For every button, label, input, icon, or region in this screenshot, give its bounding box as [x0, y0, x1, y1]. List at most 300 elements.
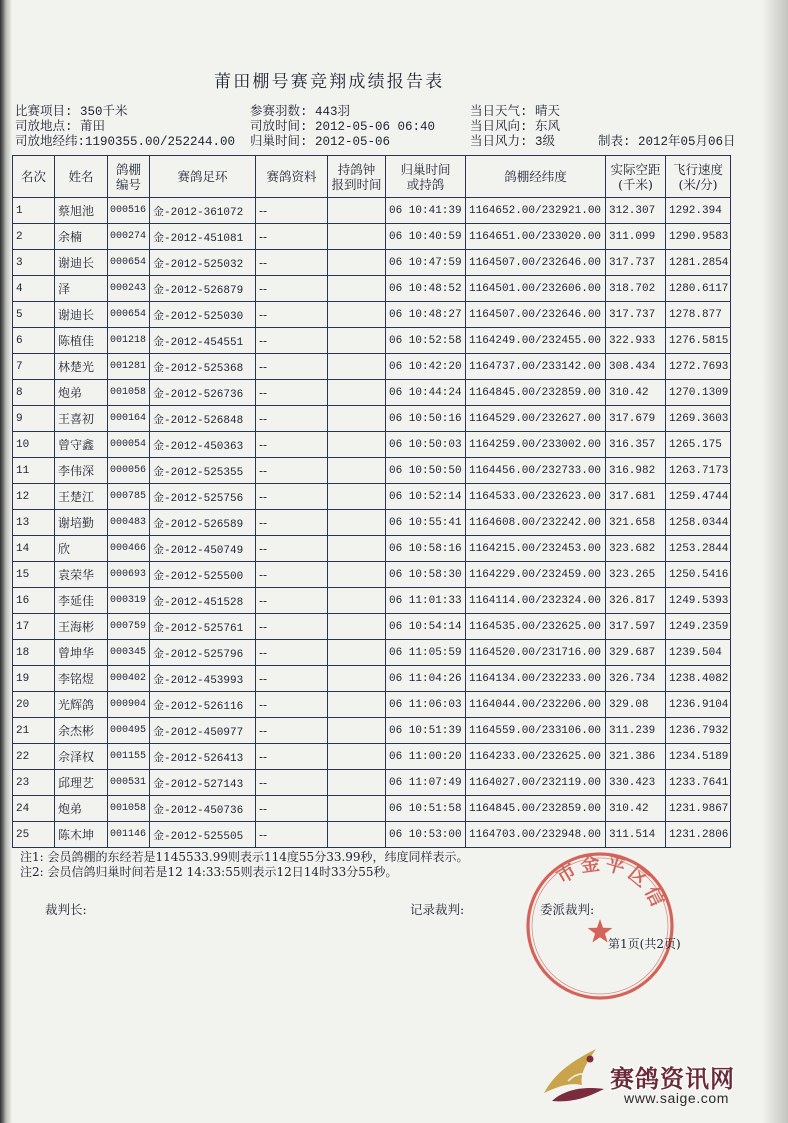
ring-cell: 金-2012-525500	[150, 562, 256, 588]
distance-cell: 310.42	[606, 796, 666, 822]
rank-cell: 8	[13, 380, 55, 406]
header-loft-id: 鸽棚 编号	[108, 156, 150, 198]
scan-shadow-right	[762, 0, 788, 1123]
report-title: 莆田棚号赛竞翔成绩报告表	[214, 72, 445, 92]
ring-cell: 金-2012-525030	[150, 302, 256, 328]
ring-cell: 金-2012-454551	[150, 328, 256, 354]
loft-id-cell: 000654	[108, 302, 150, 328]
official-seal	[520, 850, 680, 1010]
return-date-info: 归巢时间: 2012-05-06	[250, 135, 391, 149]
loft-coords-cell: 1164533.00/232623.00	[466, 484, 606, 510]
table-row	[13, 406, 731, 432]
loft-id-cell: 000319	[108, 588, 150, 614]
pigeon-info-cell: --	[256, 302, 328, 328]
distance-cell: 316.357	[606, 432, 666, 458]
pigeon-info-cell: --	[256, 224, 328, 250]
return-time-cell: 06 10:50:50	[386, 458, 466, 484]
speed-cell: 1272.7693	[666, 354, 731, 380]
distance-cell: 317.679	[606, 406, 666, 432]
ring-cell: 金-2012-451528	[150, 588, 256, 614]
clock-report-cell	[328, 770, 386, 796]
loft-coords-cell: 1164608.00/232242.00	[466, 510, 606, 536]
clock-report-cell	[328, 302, 386, 328]
watermark-site-url: www.saige.com	[624, 1090, 730, 1106]
loft-id-cell: 001058	[108, 380, 150, 406]
table-row	[13, 796, 731, 822]
distance-cell: 329.687	[606, 640, 666, 666]
rank-cell: 24	[13, 796, 55, 822]
rank-cell: 18	[13, 640, 55, 666]
clock-report-cell	[328, 536, 386, 562]
distance-cell: 311.099	[606, 224, 666, 250]
rank-cell: 13	[13, 510, 55, 536]
speed-cell: 1236.9104	[666, 692, 731, 718]
distance-cell: 321.658	[606, 510, 666, 536]
pigeon-info-cell: --	[256, 770, 328, 796]
speed-cell: 1270.1309	[666, 380, 731, 406]
loft-id-cell: 001218	[108, 328, 150, 354]
clock-report-cell	[328, 354, 386, 380]
loft-id-cell: 000466	[108, 536, 150, 562]
rank-cell: 4	[13, 276, 55, 302]
clock-report-cell	[328, 510, 386, 536]
clock-report-cell	[328, 614, 386, 640]
loft-id-cell: 000904	[108, 692, 150, 718]
name-cell: 李延佳	[55, 588, 108, 614]
pigeon-info-cell: --	[256, 536, 328, 562]
distance-cell: 323.265	[606, 562, 666, 588]
clock-report-cell	[328, 328, 386, 354]
results-body	[13, 198, 731, 848]
loft-id-cell: 000785	[108, 484, 150, 510]
clock-report-cell	[328, 718, 386, 744]
ring-cell: 金-2012-525032	[150, 250, 256, 276]
loft-id-cell: 000654	[108, 250, 150, 276]
distance-cell: 308.434	[606, 354, 666, 380]
ring-cell: 金-2012-525756	[150, 484, 256, 510]
speed-cell: 1292.394	[666, 198, 731, 224]
return-time-cell: 06 10:48:27	[386, 302, 466, 328]
rank-cell: 2	[13, 224, 55, 250]
loft-coords-cell: 1164044.00/232206.00	[466, 692, 606, 718]
distance-cell: 317.737	[606, 250, 666, 276]
table-row	[13, 250, 731, 276]
pigeon-info-cell: --	[256, 458, 328, 484]
distance-cell: 317.737	[606, 302, 666, 328]
clock-report-cell	[328, 380, 386, 406]
table-row	[13, 744, 731, 770]
page-number: 第1页(共2页)	[608, 937, 681, 951]
table-row	[13, 354, 731, 380]
return-time-cell: 06 10:51:58	[386, 796, 466, 822]
name-cell: 李铭煜	[55, 666, 108, 692]
table-header-row	[13, 156, 731, 198]
clock-report-cell	[328, 406, 386, 432]
loft-id-cell: 001058	[108, 796, 150, 822]
name-cell: 谢迪长	[55, 250, 108, 276]
loft-id-cell: 000056	[108, 458, 150, 484]
clock-report-cell	[328, 692, 386, 718]
entries-info: 参赛羽数: 443羽	[250, 105, 351, 119]
loft-id-cell: 000531	[108, 770, 150, 796]
table-row	[13, 276, 731, 302]
pigeon-info-cell: --	[256, 328, 328, 354]
loft-coords-cell: 1164703.00/232948.00	[466, 822, 606, 848]
distance-cell: 311.239	[606, 718, 666, 744]
name-cell: 林楚光	[55, 354, 108, 380]
loft-id-cell: 000054	[108, 432, 150, 458]
loft-coords-cell: 1164027.00/232119.00	[466, 770, 606, 796]
name-cell: 炮弟	[55, 380, 108, 406]
record-referee-label: 记录裁判:	[410, 902, 465, 917]
note-2: 注2: 会员信鸽归巢时间若是12 14:33:55则表示12日14时33分55秒。	[20, 865, 398, 879]
speed-cell: 1234.5189	[666, 744, 731, 770]
return-time-cell: 06 11:00:20	[386, 744, 466, 770]
loft-id-cell: 000516	[108, 198, 150, 224]
ring-cell: 金-2012-450736	[150, 796, 256, 822]
ring-cell: 金-2012-450363	[150, 432, 256, 458]
speed-cell: 1263.7173	[666, 458, 731, 484]
distance-cell: 318.702	[606, 276, 666, 302]
table-row	[13, 328, 731, 354]
release-time-info: 司放时间: 2012-05-06 06:40	[250, 120, 436, 134]
table-row	[13, 666, 731, 692]
return-time-cell: 06 11:04:26	[386, 666, 466, 692]
distance-cell: 310.42	[606, 380, 666, 406]
prepared-date-info: 制表: 2012年05月06日	[598, 135, 736, 149]
pigeon-info-cell: --	[256, 406, 328, 432]
name-cell: 谢培勤	[55, 510, 108, 536]
rank-cell: 11	[13, 458, 55, 484]
loft-id-cell: 000243	[108, 276, 150, 302]
rank-cell: 12	[13, 484, 55, 510]
speed-cell: 1233.7641	[666, 770, 731, 796]
loft-coords-cell: 1164259.00/233002.00	[466, 432, 606, 458]
pigeon-info-cell: --	[256, 666, 328, 692]
name-cell: 炮弟	[55, 796, 108, 822]
name-cell: 陈植佳	[55, 328, 108, 354]
loft-id-cell: 001146	[108, 822, 150, 848]
distance-cell: 316.982	[606, 458, 666, 484]
ring-cell: 金-2012-525505	[150, 822, 256, 848]
name-cell: 李伟深	[55, 458, 108, 484]
pigeon-info-cell: --	[256, 354, 328, 380]
pigeon-info-cell: --	[256, 614, 328, 640]
clock-report-cell	[328, 458, 386, 484]
clock-report-cell	[328, 796, 386, 822]
rank-cell: 6	[13, 328, 55, 354]
pigeon-info-cell: --	[256, 588, 328, 614]
watermark-site-name: 赛鸽资讯网	[610, 1065, 735, 1093]
loft-coords-cell: 1164229.00/232459.00	[466, 562, 606, 588]
return-time-cell: 06 10:42:20	[386, 354, 466, 380]
return-time-cell: 06 11:06:03	[386, 692, 466, 718]
distance-cell: 323.682	[606, 536, 666, 562]
pigeon-info-cell: --	[256, 744, 328, 770]
clock-report-cell	[328, 198, 386, 224]
loft-coords-cell: 1164233.00/232625.00	[466, 744, 606, 770]
ring-cell: 金-2012-450977	[150, 718, 256, 744]
return-time-cell: 06 11:01:33	[386, 588, 466, 614]
rank-cell: 25	[13, 822, 55, 848]
loft-coords-cell: 1164845.00/232859.00	[466, 796, 606, 822]
pigeon-info-cell: --	[256, 432, 328, 458]
distance-cell: 317.681	[606, 484, 666, 510]
ring-cell: 金-2012-453993	[150, 666, 256, 692]
distance-cell: 330.423	[606, 770, 666, 796]
release-coords-info: 司放地经纬:1190355.00/252244.00	[15, 135, 236, 149]
return-time-cell: 06 10:52:14	[386, 484, 466, 510]
table-row	[13, 198, 731, 224]
table-row	[13, 588, 731, 614]
table-row	[13, 302, 731, 328]
seal-text: 市金平区信	[552, 852, 671, 914]
return-time-cell: 06 10:47:59	[386, 250, 466, 276]
table-row	[13, 718, 731, 744]
ring-cell: 金-2012-525355	[150, 458, 256, 484]
name-cell: 蔡旭池	[55, 198, 108, 224]
return-time-cell: 06 10:51:39	[386, 718, 466, 744]
return-time-cell: 06 10:53:00	[386, 822, 466, 848]
distance-cell: 329.08	[606, 692, 666, 718]
rank-cell: 22	[13, 744, 55, 770]
distance-cell: 312.307	[606, 198, 666, 224]
loft-coords-cell: 1164114.00/232324.00	[466, 588, 606, 614]
return-time-cell: 06 10:44:24	[386, 380, 466, 406]
return-time-cell: 06 10:50:03	[386, 432, 466, 458]
loft-coords-cell: 1164507.00/232646.00	[466, 302, 606, 328]
speed-cell: 1280.6117	[666, 276, 731, 302]
scan-shadow-left	[0, 0, 12, 1123]
table-row	[13, 224, 731, 250]
clock-report-cell	[328, 224, 386, 250]
distance-cell: 326.734	[606, 666, 666, 692]
name-cell: 曾守鑫	[55, 432, 108, 458]
pigeon-info-cell: --	[256, 692, 328, 718]
name-cell: 陈木坤	[55, 822, 108, 848]
loft-coords-cell: 1164651.00/233020.00	[466, 224, 606, 250]
return-time-cell: 06 10:41:39	[386, 198, 466, 224]
clock-report-cell	[328, 484, 386, 510]
star-icon	[588, 919, 613, 943]
loft-coords-cell: 1164652.00/232921.00	[466, 198, 606, 224]
table-row	[13, 562, 731, 588]
name-cell: 袁荣华	[55, 562, 108, 588]
loft-id-cell: 000274	[108, 224, 150, 250]
clock-report-cell	[328, 822, 386, 848]
loft-coords-cell: 1164501.00/232606.00	[466, 276, 606, 302]
name-cell: 邱理艺	[55, 770, 108, 796]
rank-cell: 3	[13, 250, 55, 276]
ring-cell: 金-2012-451081	[150, 224, 256, 250]
loft-id-cell: 000693	[108, 562, 150, 588]
header-pigeon-info: 赛鸽资料	[256, 156, 328, 198]
rank-cell: 19	[13, 666, 55, 692]
pigeon-info-cell: --	[256, 484, 328, 510]
table-row	[13, 822, 731, 848]
return-time-cell: 06 10:55:41	[386, 510, 466, 536]
speed-cell: 1231.2806	[666, 822, 731, 848]
loft-coords-cell: 1164529.00/232627.00	[466, 406, 606, 432]
header-return-time: 归巢时间 或持鸽	[386, 156, 466, 198]
loft-coords-cell: 1164520.00/231716.00	[466, 640, 606, 666]
speed-cell: 1259.4744	[666, 484, 731, 510]
pigeon-info-cell: --	[256, 380, 328, 406]
loft-id-cell: 000495	[108, 718, 150, 744]
speed-cell: 1239.504	[666, 640, 731, 666]
distance-cell: 311.514	[606, 822, 666, 848]
loft-id-cell: 001155	[108, 744, 150, 770]
rank-cell: 23	[13, 770, 55, 796]
header-rank: 名次	[13, 156, 55, 198]
return-time-cell: 06 10:50:16	[386, 406, 466, 432]
rank-cell: 5	[13, 302, 55, 328]
name-cell: 泽	[55, 276, 108, 302]
loft-coords-cell: 1164737.00/233142.00	[466, 354, 606, 380]
return-time-cell: 06 10:40:59	[386, 224, 466, 250]
speed-cell: 1269.3603	[666, 406, 731, 432]
table-row	[13, 458, 731, 484]
wind-direction-info: 当日风向: 东风	[470, 120, 561, 134]
distance-cell: 322.933	[606, 328, 666, 354]
name-cell: 余杰彬	[55, 718, 108, 744]
speed-cell: 1249.2359	[666, 614, 731, 640]
name-cell: 曾坤华	[55, 640, 108, 666]
pigeon-info-cell: --	[256, 640, 328, 666]
distance-cell: 321.386	[606, 744, 666, 770]
loft-coords-cell: 1164215.00/232453.00	[466, 536, 606, 562]
header-loft-coords: 鸽棚经纬度	[466, 156, 606, 198]
rank-cell: 14	[13, 536, 55, 562]
distance-cell: 317.597	[606, 614, 666, 640]
table-row	[13, 770, 731, 796]
ring-cell: 金-2012-525368	[150, 354, 256, 380]
name-cell: 谢迪长	[55, 302, 108, 328]
table-row	[13, 432, 731, 458]
header-speed: 飞行速度 (米/分)	[666, 156, 731, 198]
rank-cell: 10	[13, 432, 55, 458]
name-cell: 光辉鸽	[55, 692, 108, 718]
speed-cell: 1278.877	[666, 302, 731, 328]
ring-cell: 金-2012-525761	[150, 614, 256, 640]
distance-cell: 326.817	[606, 588, 666, 614]
name-cell: 王楚江	[55, 484, 108, 510]
name-cell: 欣	[55, 536, 108, 562]
return-time-cell: 06 11:07:49	[386, 770, 466, 796]
speed-cell: 1258.0344	[666, 510, 731, 536]
speed-cell: 1290.9583	[666, 224, 731, 250]
ring-cell: 金-2012-450749	[150, 536, 256, 562]
speed-cell: 1249.5393	[666, 588, 731, 614]
pigeon-info-cell: --	[256, 276, 328, 302]
table-row	[13, 692, 731, 718]
table-row	[13, 614, 731, 640]
race-item-info: 比赛项目: 350千米	[15, 105, 128, 119]
return-time-cell: 06 10:58:16	[386, 536, 466, 562]
header-name: 姓名	[55, 156, 108, 198]
rank-cell: 21	[13, 718, 55, 744]
rank-cell: 9	[13, 406, 55, 432]
rank-cell: 16	[13, 588, 55, 614]
pigeon-info-cell: --	[256, 796, 328, 822]
speed-cell: 1231.9867	[666, 796, 731, 822]
table-row	[13, 640, 731, 666]
header-ring: 赛鸽足环	[150, 156, 256, 198]
clock-report-cell	[328, 666, 386, 692]
loft-id-cell: 000164	[108, 406, 150, 432]
table-row	[13, 484, 731, 510]
return-time-cell: 06 10:54:14	[386, 614, 466, 640]
pigeon-info-cell: --	[256, 562, 328, 588]
return-time-cell: 06 10:48:52	[386, 276, 466, 302]
loft-id-cell: 001281	[108, 354, 150, 380]
pigeon-logo-icon	[538, 1043, 610, 1107]
ring-cell: 金-2012-526413	[150, 744, 256, 770]
name-cell: 余楠	[55, 224, 108, 250]
pigeon-info-cell: --	[256, 250, 328, 276]
loft-coords-cell: 1164456.00/232733.00	[466, 458, 606, 484]
loft-id-cell: 000483	[108, 510, 150, 536]
rank-cell: 7	[13, 354, 55, 380]
loft-coords-cell: 1164535.00/232625.00	[466, 614, 606, 640]
speed-cell: 1281.2854	[666, 250, 731, 276]
speed-cell: 1250.5416	[666, 562, 731, 588]
speed-cell: 1253.2844	[666, 536, 731, 562]
rank-cell: 15	[13, 562, 55, 588]
clock-report-cell	[328, 250, 386, 276]
speed-cell: 1265.175	[666, 432, 731, 458]
loft-coords-cell: 1164507.00/232646.00	[466, 250, 606, 276]
clock-report-cell	[328, 276, 386, 302]
ring-cell: 金-2012-361072	[150, 198, 256, 224]
name-cell: 佘泽权	[55, 744, 108, 770]
header-clock-report: 持鸽钟 报到时间	[328, 156, 386, 198]
assigned-referee-label: 委派裁判:	[540, 902, 595, 917]
results-table	[12, 155, 731, 848]
speed-cell: 1276.5815	[666, 328, 731, 354]
loft-coords-cell: 1164845.00/232859.00	[466, 380, 606, 406]
rank-cell: 17	[13, 614, 55, 640]
speed-cell: 1238.4082	[666, 666, 731, 692]
loft-id-cell: 000402	[108, 666, 150, 692]
return-time-cell: 06 10:52:58	[386, 328, 466, 354]
ring-cell: 金-2012-527143	[150, 770, 256, 796]
chief-referee-label: 裁判长:	[45, 902, 87, 917]
header-distance: 实际空距 (千米)	[606, 156, 666, 198]
name-cell: 王喜初	[55, 406, 108, 432]
clock-report-cell	[328, 744, 386, 770]
site-watermark	[538, 1043, 750, 1107]
return-time-cell: 06 11:05:59	[386, 640, 466, 666]
return-time-cell: 06 10:58:30	[386, 562, 466, 588]
table-row	[13, 536, 731, 562]
rank-cell: 20	[13, 692, 55, 718]
pigeon-info-cell: --	[256, 718, 328, 744]
ring-cell: 金-2012-526116	[150, 692, 256, 718]
loft-coords-cell: 1164134.00/232233.00	[466, 666, 606, 692]
ring-cell: 金-2012-525796	[150, 640, 256, 666]
loft-id-cell: 000759	[108, 614, 150, 640]
clock-report-cell	[328, 432, 386, 458]
loft-coords-cell: 1164249.00/232455.00	[466, 328, 606, 354]
pigeon-info-cell: --	[256, 822, 328, 848]
loft-coords-cell: 1164559.00/233106.00	[466, 718, 606, 744]
ring-cell: 金-2012-526879	[150, 276, 256, 302]
table-row	[13, 380, 731, 406]
pigeon-info-cell: --	[256, 198, 328, 224]
ring-cell: 金-2012-526589	[150, 510, 256, 536]
loft-id-cell: 000345	[108, 640, 150, 666]
